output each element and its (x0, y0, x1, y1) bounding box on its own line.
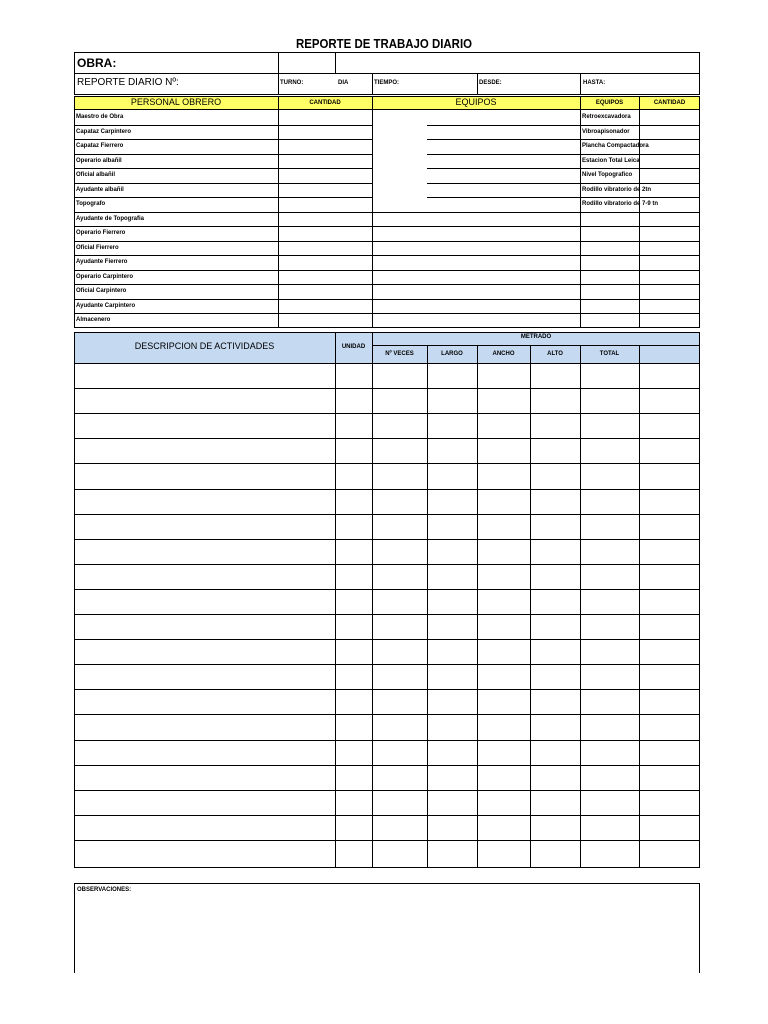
personal-row-label: Ayudante Fierrero (76, 259, 128, 265)
personal-row-label: Ayudante de Topografia (76, 216, 145, 222)
personal-cantidad-cell[interactable] (279, 168, 371, 183)
personal-cantidad-cell[interactable] (279, 154, 371, 169)
metrado-column-header: ALTO (547, 351, 563, 357)
actividad-row[interactable] (75, 414, 335, 438)
actividades-header: DESCRIPCION DE ACTIVIDADES (134, 341, 275, 351)
personal-row-label: Capataz Fierrero (76, 143, 124, 149)
desde-label: DESDE: (479, 80, 502, 86)
equipos-cantidad-header: CANTIDAD (653, 100, 686, 106)
personal-cantidad-cell[interactable] (279, 139, 371, 154)
personal-row-label: Ayudante albañil (76, 187, 124, 193)
metrado-column-header: TOTAL (599, 351, 620, 357)
equipos-row-label: Retroexcavadora (582, 114, 631, 120)
actividad-row[interactable] (75, 464, 335, 488)
actividad-row[interactable] (75, 615, 335, 639)
personal-cantidad-cell[interactable] (279, 197, 371, 212)
metrado-column-header: ANCHO (492, 351, 515, 357)
personal-row-label: Almacenero (76, 317, 111, 323)
actividad-row[interactable] (75, 665, 335, 689)
personal-cantidad-cell[interactable] (279, 313, 371, 328)
actividad-row[interactable] (75, 490, 335, 514)
personal-row-label: Operario Fierrero (76, 230, 126, 236)
observaciones-box[interactable] (74, 883, 700, 973)
personal-row-label: Oficial Fierrero (76, 245, 119, 251)
personal-row-label: Maestro de Obra (76, 114, 124, 120)
personal-row-label: Operario Carpintero (76, 274, 134, 280)
observaciones-label: OBSERVACIONES: (77, 887, 132, 893)
personal-cantidad-cell[interactable] (279, 241, 371, 256)
unidad-header: UNIDAD (341, 344, 366, 350)
actividad-row[interactable] (75, 841, 335, 865)
personal-cantidad-cell[interactable] (279, 125, 371, 140)
personal-cantidad-cell[interactable] (279, 212, 371, 227)
reporte-diario-label: REPORTE DIARIO Nº: (77, 77, 179, 88)
personal-cantidad-cell[interactable] (279, 183, 371, 198)
equipos-header: EQUIPOS (455, 97, 497, 107)
obra-label: OBRA: (77, 56, 117, 70)
personal-cantidad-cell[interactable] (279, 255, 371, 270)
actividad-row[interactable] (75, 816, 335, 840)
metrado-column-header: LARGO (441, 351, 463, 357)
personal-header: PERSONAL OBRERO (130, 97, 222, 107)
personal-row-label: Ayudante Carpintero (76, 303, 136, 309)
actividad-row[interactable] (75, 515, 335, 539)
actividad-row[interactable] (75, 715, 335, 739)
actividad-row[interactable] (75, 389, 335, 413)
equipos-row-label: Nivel Topografico (582, 172, 633, 178)
equipos-subheader: EQUIPOS (595, 100, 624, 106)
personal-cantidad-cell[interactable] (279, 299, 371, 314)
tiempo-label: TIEMPO: (374, 80, 399, 86)
personal-cantidad-cell[interactable] (279, 284, 371, 299)
personal-row-label: Oficial Carpintero (76, 288, 127, 294)
actividad-row[interactable] (75, 364, 335, 388)
actividad-row[interactable] (75, 766, 335, 790)
equipos-row-label: Rodillo vibratorio de 2tn (582, 187, 652, 193)
personal-row-label: Oficial albañil (76, 172, 116, 178)
actividad-row[interactable] (75, 791, 335, 815)
metrado-column-header: Nº VECES (385, 351, 414, 357)
equipos-row-label: Estacion Total Leica (582, 158, 640, 164)
actividad-row[interactable] (75, 565, 335, 589)
actividad-row[interactable] (75, 741, 335, 765)
personal-cantidad-header: CANTIDAD (309, 100, 341, 106)
turno-value: DIA (338, 80, 349, 86)
turno-label: TURNO: (280, 80, 304, 86)
personal-row-label: Topografo (76, 201, 106, 207)
actividad-row[interactable] (75, 690, 335, 714)
equipos-row-label: Rodillo vibratorio de 7-9 tn (582, 201, 659, 207)
personal-row-label: Capataz Carpintero (76, 129, 132, 135)
actividad-row[interactable] (75, 640, 335, 664)
personal-cantidad-cell[interactable] (279, 226, 371, 241)
personal-row-label: Operario albañil (76, 158, 122, 164)
equipos-row-label: Vibroapisonador (582, 129, 630, 135)
actividad-row[interactable] (75, 590, 335, 614)
actividad-row[interactable] (75, 439, 335, 463)
document-title: REPORTE DE TRABAJO DIARIO (295, 36, 473, 51)
personal-cantidad-cell[interactable] (279, 110, 371, 125)
personal-cantidad-cell[interactable] (279, 270, 371, 285)
equipos-row-label: Plancha Compactadora (582, 143, 649, 149)
metrado-header: METRADO (520, 334, 552, 340)
hasta-label: HASTA: (583, 80, 606, 86)
actividad-row[interactable] (75, 540, 335, 564)
